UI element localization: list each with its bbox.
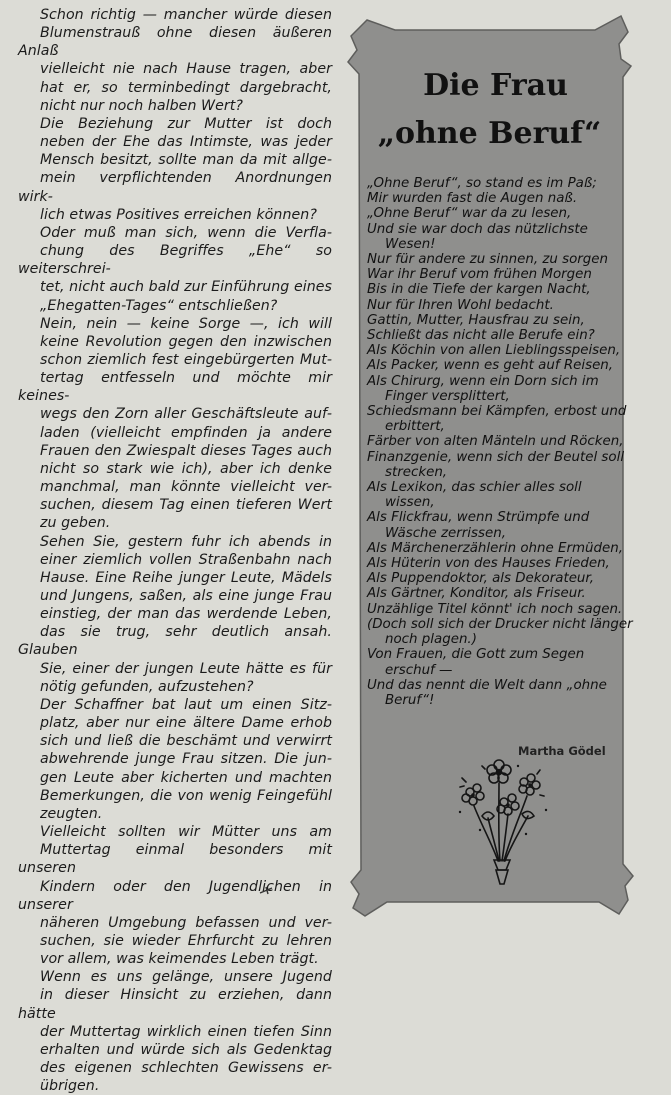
poem-line: Beruf“! bbox=[385, 692, 435, 708]
poem-line: Finanzgenie, wenn sich der Beutel soll bbox=[367, 449, 625, 465]
article-line: Schon richtig — mancher würde diesen bbox=[40, 7, 332, 23]
article-line: Hause. Eine Reihe junger Leute, Mädels bbox=[40, 569, 332, 586]
article-paragraph bbox=[18, 823, 332, 968]
article-line: lich etwas Positives erreichen können? bbox=[40, 206, 317, 223]
poem-line: erbittert, bbox=[385, 419, 445, 435]
poem-line: Als Gärtner, Konditor, als Friseur. bbox=[367, 586, 586, 602]
poem-line: Als Puppendoktor, als Dekorateur, bbox=[367, 571, 594, 587]
article-line: näheren Umgebung befassen und ver- bbox=[40, 914, 332, 931]
article-paragraph bbox=[18, 533, 332, 696]
poem-line: erschuf — bbox=[385, 662, 453, 678]
article-column bbox=[18, 6, 332, 1095]
poem-line: Als Märchenerzählerin ohne Ermüden, bbox=[367, 540, 623, 556]
article-line: suchen, sie wieder Ehrfurcht zu lehren bbox=[40, 932, 332, 949]
poem-line: Von Frauen, die Gott zum Segen bbox=[367, 647, 585, 663]
article-line: zu geben. bbox=[40, 515, 111, 532]
article-paragraph bbox=[18, 696, 332, 823]
article-paragraph bbox=[18, 115, 332, 224]
article-line: keine Revolution gegen den inzwischen bbox=[40, 333, 332, 350]
article-line: Blumenstrauß ohne diesen äußeren Anlaß bbox=[18, 25, 332, 60]
article-line: laden (vielleicht empfinden ja andere bbox=[40, 424, 332, 441]
poem-line: Nur für Ihren Wohl bedacht. bbox=[367, 297, 554, 313]
article-line: vielleicht nie nach Hause tragen, aber bbox=[40, 61, 332, 78]
article-line: das sie trug, sehr deutlich ansah. Glauben bbox=[18, 624, 332, 659]
poem-line: Als Köchin von allen Lieblingsspeisen, bbox=[367, 343, 621, 359]
poem-line: „Ohne Beruf“ war da zu lesen, bbox=[367, 206, 572, 222]
article-line: Sehen Sie, gestern fuhr ich abends in bbox=[40, 533, 332, 550]
article-line: platz, aber nur eine ältere Dame erhob bbox=[40, 715, 332, 732]
article-line: Kindern oder den Jugendlichen in unserer bbox=[18, 878, 332, 913]
article-line: manchmal, man könnte vielleicht ver- bbox=[40, 479, 332, 496]
poem-line: War ihr Beruf vom frühen Morgen bbox=[367, 267, 592, 283]
article-line: chung des Begriffes „Ehe“ so weiterschrei- bbox=[18, 243, 332, 278]
poem-line: Bis in die Tiefe der kargen Nacht, bbox=[367, 282, 591, 298]
article-line: nicht nur noch halben Wert? bbox=[40, 97, 243, 114]
article-paragraph bbox=[18, 224, 332, 315]
poem-line: Finger versplittert, bbox=[385, 388, 510, 404]
poem-title-line-2: „ohne Beruf“ bbox=[377, 116, 602, 151]
poem-text bbox=[367, 176, 643, 708]
poem-line: Schiedsmann bei Kämpfen, erbost und bbox=[367, 404, 627, 420]
article-line: und Jungens, saßen, als eine junge Frau bbox=[40, 588, 332, 604]
article-line: „Ehegatten-Tages“ entschließen? bbox=[40, 297, 278, 314]
poem-title-line-1: Die Frau bbox=[423, 68, 568, 103]
article-paragraph bbox=[18, 6, 332, 115]
article-line: suchen, diesem Tag einen tieferen Wert bbox=[40, 497, 332, 514]
article-line: nicht so stark wie ich), aber ich denke bbox=[40, 460, 332, 477]
poem-line: Als Chirurg, wenn ein Dorn sich im bbox=[367, 373, 599, 389]
poem-title bbox=[378, 62, 613, 158]
article-line: der Muttertag wirklich einen tiefen Sinn bbox=[40, 1023, 332, 1040]
poem-line: Als Packer, wenn es geht auf Reisen, bbox=[367, 358, 614, 374]
article-line: Wenn es uns gelänge, unsere Jugend bbox=[40, 969, 332, 986]
poem-line: Und sie war doch das nützlichste bbox=[367, 221, 588, 237]
article-line: vor allem, was keimendes Leben trägt. bbox=[40, 951, 319, 968]
article-line: wegs den Zorn aller Geschäftsleute auf- bbox=[40, 406, 332, 423]
poem-line: Als Hüterin von des Hauses Frieden, bbox=[367, 556, 610, 572]
poem-line: Als Flickfrau, wenn Strümpfe und bbox=[367, 510, 590, 526]
article-line: Mensch besitzt, sollte man da mit allge- bbox=[40, 152, 332, 169]
article-paragraph bbox=[18, 968, 332, 1095]
poem-line: „Ohne Beruf“, so stand es im Paß; bbox=[367, 176, 597, 191]
article-line: tet, nicht auch bald zur Einführung eines bbox=[40, 279, 332, 296]
poem-line: Wesen! bbox=[385, 236, 436, 252]
article-line: zeugten. bbox=[40, 805, 103, 822]
poem-line: wissen, bbox=[385, 495, 435, 511]
poem-line: Nur für andere zu sinnen, zu sorgen bbox=[367, 252, 609, 268]
article-line: neben der Ehe das Intimste, was jeder bbox=[40, 134, 332, 151]
flower-bouquet-icon bbox=[452, 756, 558, 888]
article-line: Frauen den Zwiespalt dieses Tages auch bbox=[40, 442, 332, 459]
article-line: einstieg, der man das werdende Leben, bbox=[40, 606, 332, 623]
poem-line: Mir wurden fast die Augen naß. bbox=[367, 191, 578, 207]
article-line: übrigen. bbox=[40, 1078, 100, 1095]
article-line: Muttertag einmal besonders mit unseren bbox=[18, 842, 332, 877]
article-line: Sie, einer der jungen Leute hätte es für bbox=[40, 660, 332, 677]
article-line: Vielleicht sollten wir Mütter uns am bbox=[40, 824, 332, 841]
article-line: erhalten und würde sich als Gedenktag bbox=[40, 1041, 332, 1058]
article-line: in dieser Hinsicht zu erziehen, dann hätte bbox=[18, 987, 332, 1022]
article-paragraph bbox=[18, 315, 332, 533]
poem-line: Als Lexikon, das schier alles soll bbox=[367, 480, 582, 496]
poem-line: (Doch soll sich der Drucker nicht länger bbox=[367, 616, 633, 632]
article-line: einer ziemlich vollen Straßenbahn nach bbox=[40, 551, 332, 568]
ink-mark-decoration bbox=[258, 884, 276, 896]
poem-line: noch plagen.) bbox=[385, 632, 477, 648]
article-line: nötig gefunden, aufzustehen? bbox=[40, 678, 254, 695]
article-line: mein verpflichtenden Anordnungen wirk- bbox=[18, 170, 332, 205]
poem-line: Wäsche zerrissen, bbox=[385, 525, 506, 541]
poem-line: Gattin, Mutter, Hausfrau zu sein, bbox=[367, 312, 585, 328]
article-line: abwehrende junge Frau sitzen. Die jun- bbox=[40, 751, 332, 768]
article-line: Die Beziehung zur Mutter ist doch bbox=[40, 115, 332, 132]
poem-line: Unzählige Titel könnt' ich noch sagen. bbox=[367, 601, 623, 617]
article-line: hat er, so terminbedingt dargebracht, bbox=[40, 79, 332, 96]
article-line: schon ziemlich fest eingebürgerten Mut- bbox=[40, 351, 332, 368]
article-line: des eigenen schlechten Gewissens er- bbox=[40, 1060, 332, 1077]
poem-line: Schließt das nicht alle Berufe ein? bbox=[367, 328, 595, 344]
poem-line: strecken, bbox=[385, 464, 448, 480]
poem-author: Martha Gödel bbox=[518, 744, 606, 758]
article-line: Bemerkungen, die von wenig Feingefühl bbox=[40, 787, 332, 804]
poem-line: Färber von alten Mänteln und Röcken, bbox=[367, 434, 624, 450]
poem-line: Und das nennt die Welt dann „ohne bbox=[367, 677, 607, 693]
article-line: gen Leute aber kicherten und machten bbox=[40, 769, 332, 786]
article-line: Oder muß man sich, wenn die Verfla- bbox=[40, 224, 332, 241]
article-line: tertag entfesseln und möchte mir keines- bbox=[18, 370, 332, 405]
article-line: sich und ließ die beschämt und verwirrt bbox=[40, 733, 332, 750]
article-line: Der Schaffner bat laut um einen Sitz- bbox=[40, 696, 332, 713]
article-line: Nein, nein — keine Sorge —, ich will bbox=[40, 315, 332, 332]
